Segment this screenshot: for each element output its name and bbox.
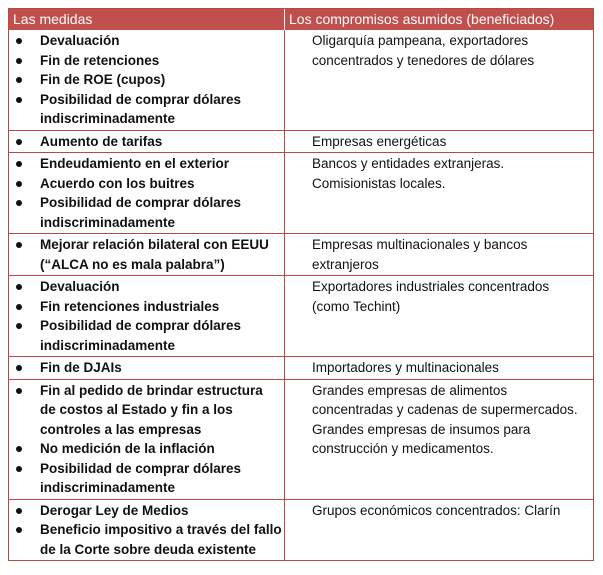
measure-item [9, 154, 282, 174]
beneficiaries-cell [285, 500, 593, 561]
measure-text: No medición de la inflación [40, 441, 215, 456]
measure-item [9, 381, 282, 440]
beneficiaries-cell [285, 234, 593, 275]
measure-item [9, 174, 282, 194]
measure-text: Fin de DJAIs [40, 360, 122, 375]
measures-cell [9, 357, 285, 379]
measure-item [9, 501, 282, 521]
measure-item [9, 132, 282, 152]
bullet-icon [16, 466, 22, 472]
bullet-icon [16, 58, 22, 64]
table-row [9, 379, 593, 499]
bullet-icon [16, 304, 22, 310]
measure-item [9, 520, 282, 559]
measure-text: Mejorar relación bilateral con EEUU (“ALCA no es mala palabra”) [40, 237, 269, 272]
measures-list [9, 132, 282, 152]
measure-text: Devaluación [40, 33, 120, 48]
measure-text: Acuerdo con los buitres [40, 175, 195, 191]
measure-item [9, 90, 282, 129]
measure-text: Fin de retenciones [40, 52, 160, 68]
bullet-icon [16, 323, 22, 329]
measure-text: Derogar Ley de Medios [40, 502, 189, 518]
bullet-icon [16, 242, 22, 248]
measures-list [9, 235, 282, 274]
measure-text: Posibilidad de comprar dólares indiscriminadamente [40, 91, 242, 126]
beneficiary-text: Grandes empresas de alimentos concentradas y cadenas de supermercados. [312, 382, 578, 417]
measure-item [9, 316, 282, 355]
beneficiary-text: Empresas multinacionales y bancos extranjeros [312, 237, 528, 272]
beneficiaries-cell [285, 276, 593, 356]
measure-text: Fin retenciones industriales [40, 298, 220, 314]
table-row [9, 499, 593, 561]
measure-item [9, 459, 282, 498]
beneficiaries-cell [285, 30, 593, 130]
table-row [9, 130, 593, 153]
beneficiary-text: Comisionistas locales. [312, 175, 446, 191]
beneficiaries-cell [285, 131, 593, 153]
bullet-icon [16, 97, 22, 103]
measure-item [9, 277, 282, 297]
measure-item [9, 297, 282, 317]
beneficiaries-cell [285, 357, 593, 379]
bullet-icon [16, 139, 22, 145]
header-beneficiaries: Los compromisos asumidos (beneficiados) [289, 11, 555, 27]
measures-cell [9, 153, 285, 233]
bullet-icon [16, 200, 22, 206]
table-row [9, 152, 593, 233]
measure-item [9, 439, 282, 459]
measures-cell [9, 234, 285, 275]
beneficiary-text: Grandes empresas de insumos para construcción y medicamentos. [312, 421, 531, 456]
bullet-icon [16, 446, 22, 452]
measure-item [9, 235, 282, 274]
measure-text: Posibilidad de comprar dólares indiscriminadamente [40, 195, 242, 230]
bullet-icon [16, 77, 22, 83]
bullet-icon [16, 508, 22, 514]
measures-cell [9, 276, 285, 356]
measures-cell [9, 380, 285, 499]
measures-cell [9, 30, 285, 130]
measures-list [9, 31, 282, 129]
bullet-icon [16, 161, 22, 167]
measures-list [9, 501, 282, 560]
measure-item [9, 31, 282, 51]
bullet-icon [16, 181, 22, 187]
header-measures: Las medidas [9, 9, 285, 30]
bullet-icon [16, 527, 22, 533]
beneficiaries-cell [285, 380, 593, 499]
measure-text: Aumento de tarifas [40, 133, 163, 149]
measure-text: Posibilidad de comprar dólares indiscriminadamente [40, 460, 242, 495]
measures-list [9, 277, 282, 355]
measure-text: Endeudamiento en el exterior [40, 156, 230, 171]
bullet-icon [16, 388, 22, 394]
beneficiary-text: Grupos económicos concentrados: Clarín [312, 502, 561, 518]
beneficiaries-cell [285, 153, 593, 233]
bullet-icon [16, 365, 22, 371]
beneficiary-text: Bancos y entidades extranjeras. [312, 156, 505, 171]
table-row [9, 233, 593, 275]
measure-item [9, 70, 282, 90]
table-row [9, 30, 593, 130]
table-row [9, 356, 593, 379]
measure-item [9, 358, 282, 378]
table-row [9, 275, 593, 356]
measures-cell [9, 500, 285, 561]
measures-table [8, 8, 594, 561]
measures-cell [9, 131, 285, 153]
measure-text: Devaluación [40, 279, 120, 294]
beneficiary-text: Importadores y multinacionales [312, 360, 499, 375]
table-body [9, 30, 593, 560]
table-header [9, 9, 593, 30]
measure-item [9, 193, 282, 232]
measure-text: Beneficio impositivo a través del fallo de la Corte sobre deuda existente [40, 522, 282, 557]
beneficiary-text: Exportadores industriales concentrados (como Techint) [312, 279, 550, 314]
measure-text: Fin de ROE (cupos) [40, 72, 166, 87]
measures-list [9, 381, 282, 498]
measure-item [9, 51, 282, 71]
measure-text: Posibilidad de comprar dólares indiscriminadamente [40, 318, 242, 353]
measures-list [9, 154, 282, 232]
bullet-icon [16, 284, 22, 290]
measure-text: Fin al pedido de brindar estructura de costos al Estado y fin a los controles a las empresas [40, 382, 263, 437]
beneficiary-text: Empresas energéticas [312, 133, 447, 149]
bullet-icon [16, 38, 22, 44]
beneficiary-text: Oligarquía pampeana, exportadores concentrados y tenedores de dólares [312, 33, 535, 68]
measures-list [9, 358, 282, 378]
